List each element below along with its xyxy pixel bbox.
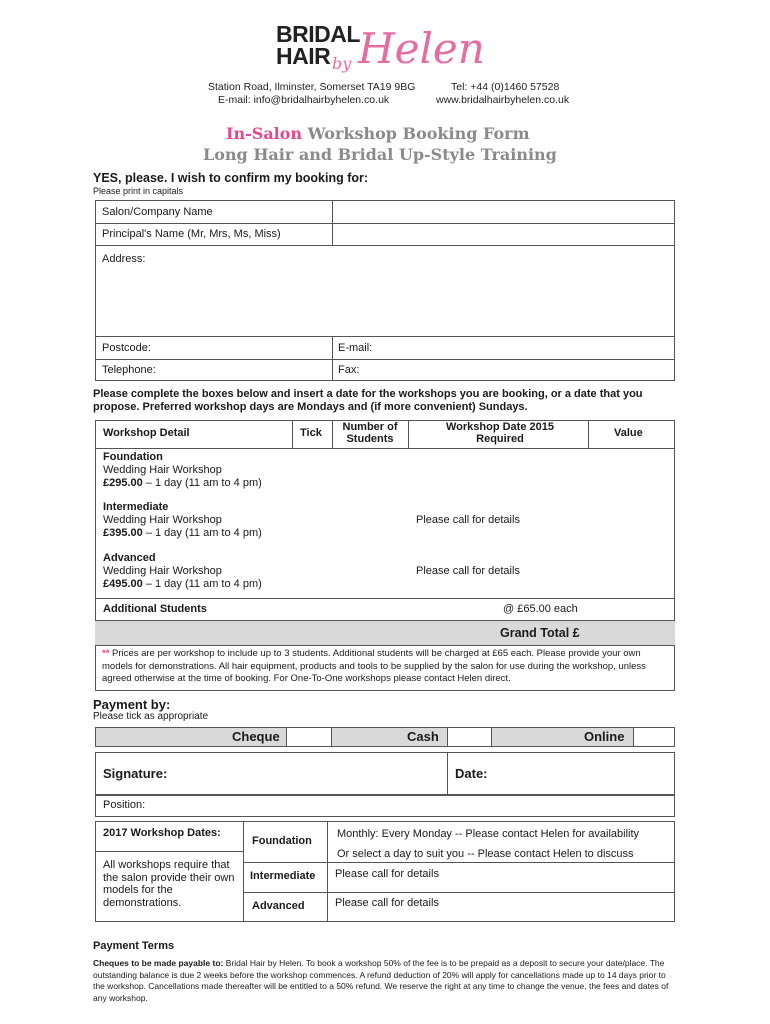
title-rest: Workshop Booking Form <box>302 124 530 143</box>
address-field[interactable] <box>96 268 674 335</box>
position-label: Position: <box>103 799 146 811</box>
logo <box>276 21 496 84</box>
payment-heading: Payment by: <box>93 697 171 712</box>
row-foundation <box>103 451 262 490</box>
contact-email: E-mail: info@bridalhairbyhelen.co.uk <box>218 94 390 106</box>
intermediate-price-line <box>103 527 262 540</box>
salon-label: Salon/Company Name <box>102 206 213 218</box>
grand-total-bar <box>95 621 675 645</box>
fax-label: Fax: <box>338 364 360 376</box>
position-box[interactable] <box>95 795 675 817</box>
postcode-label: Postcode: <box>102 342 151 354</box>
foundation-name: Wedding Hair Workshop <box>103 464 222 476</box>
terms-cheques-label: Cheques to be made payable to: <box>93 958 224 968</box>
principal-field[interactable] <box>334 224 674 245</box>
notes-stars: ** <box>102 648 110 659</box>
advanced-price-line <box>103 578 262 591</box>
workshop-instructions: Please complete the boxes below and insert a date for the workshops you are booking, or a date that you propose. Preferred workshop days are Mondays and (if more convenient) Sundays. <box>93 388 643 413</box>
advanced-duration: – 1 day (11 am to 4 pm) <box>142 578 262 590</box>
online-checkbox[interactable] <box>634 728 674 746</box>
logo-line2: HAIR <box>276 43 331 69</box>
col-value: Value <box>614 427 643 439</box>
cheque-checkbox[interactable] <box>287 728 331 746</box>
advanced-name: Wedding Hair Workshop <box>103 565 222 577</box>
terms-body: Bridal Hair by Helen. To book a workshop 50% of the fee is to be prepaid as a deposit to secure your date/place. The outstanding balance is due 2 weeks before the workshop commences. A refund deduction of 20% will apply for cancellations made up to 14 days prior to the workshop. Cancellations made thereafter will be entitled to a 50% refund. We reserve the right at any time to change the venue, the fees and dates of any workshop. <box>93 958 669 1003</box>
page-subtitle: Long Hair and Bridal Up-Style Training <box>203 145 557 164</box>
contact-tel: Tel: +44 (0)1460 57528 <box>451 81 560 93</box>
advanced-note: Please call for details <box>416 565 520 577</box>
terms-text <box>93 958 677 1004</box>
intermediate-duration: – 1 day (11 am to 4 pm) <box>142 527 262 539</box>
contact-web: www.bridalhairbyhelen.co.uk <box>436 94 570 106</box>
signature-box[interactable] <box>95 752 675 795</box>
cash-label: Cash <box>407 729 439 744</box>
row-intermediate <box>103 501 262 540</box>
logo-line1: BRIDAL <box>276 21 360 47</box>
cheque-label: Cheque <box>232 729 280 744</box>
dates-foundation-line2: Or select a day to suit you -- Please contact Helen to discuss <box>337 848 634 860</box>
signature-label: Signature: <box>103 766 168 781</box>
intermediate-level: Intermediate <box>103 501 169 513</box>
price-notes-text <box>102 648 670 686</box>
title-highlight: In-Salon <box>226 124 303 143</box>
contact-address: Station Road, Ilminster, Somerset TA19 9BG <box>208 81 416 93</box>
intermediate-price: £395.00 <box>103 527 143 539</box>
logo-by: by <box>332 54 352 73</box>
dates-2017-note: All workshops require that the salon provide their own models for the demonstrations. <box>103 859 235 909</box>
foundation-price-line <box>103 477 262 490</box>
foundation-level: Foundation <box>103 451 163 463</box>
col-date: Workshop Date 2015 Required <box>445 421 554 445</box>
terms-heading: Payment Terms <box>93 940 175 952</box>
dates-advanced: Advanced <box>252 900 305 912</box>
salon-field[interactable] <box>334 201 674 223</box>
advanced-level: Advanced <box>103 552 156 564</box>
dates-foundation-line1: Monthly: Every Monday -- Please contact Helen for availability <box>337 828 640 840</box>
advanced-price: £495.00 <box>103 578 143 590</box>
telephone-label: Telephone: <box>102 364 156 376</box>
row-advanced <box>103 552 262 591</box>
grand-total-label: Grand Total £ <box>500 626 580 640</box>
additional-students-label: Additional Students <box>103 603 207 615</box>
col-tick: Tick <box>300 427 322 439</box>
foundation-price: £295.00 <box>103 477 143 489</box>
print-capitals-note: Please print in capitals <box>93 186 184 196</box>
logo-name: Helen <box>358 24 485 73</box>
intermediate-note: Please call for details <box>416 514 520 526</box>
page-title <box>226 124 530 143</box>
principal-label: Principal's Name (Mr, Mrs, Ms, Miss) <box>102 228 281 240</box>
notes-body: Prices are per workshop to include up to 3 students. Additional students will be charged at £65 each. Please provide your own models for demonstrations. All hair equipment, products and tools to be supplied by the salon for use during the workshop, unless agreed otherwise at the time of booking. For One-To-One workshops please contact Helen direct. <box>102 648 646 684</box>
dates-advanced-note: Please call for details <box>335 897 439 909</box>
dates-foundation: Foundation <box>252 835 312 847</box>
email-label: E-mail: <box>338 342 373 354</box>
intermediate-name: Wedding Hair Workshop <box>103 514 222 526</box>
col-students: Number of Students <box>342 421 398 445</box>
payment-sub: Please tick as appropriate <box>93 711 209 722</box>
dates-intermediate: Intermediate <box>250 870 316 882</box>
cash-checkbox[interactable] <box>448 728 491 746</box>
dates-2017-heading: 2017 Workshop Dates: <box>103 827 221 839</box>
confirm-heading: YES, please. I wish to confirm my booking for: <box>93 171 369 185</box>
date-label: Date: <box>455 766 488 781</box>
online-label: Online <box>584 729 625 744</box>
foundation-duration: – 1 day (11 am to 4 pm) <box>142 477 262 489</box>
address-label: Address: <box>102 253 146 265</box>
col-workshop-detail: Workshop Detail <box>103 427 190 439</box>
dates-intermediate-note: Please call for details <box>335 868 439 880</box>
additional-students-price: @ £65.00 each <box>503 603 578 615</box>
